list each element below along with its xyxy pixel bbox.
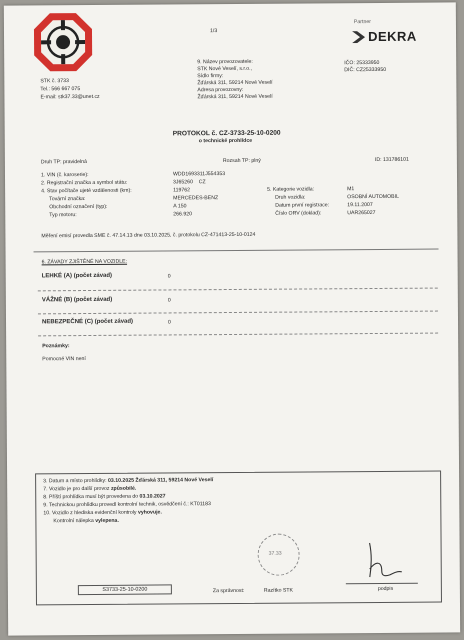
first-reg-value: 19.11.2007 [347,202,373,209]
provider-name: STK Nové Veselí, s.r.o., [197,65,253,73]
vin-label: 1. VIN (č. karoserie): [40,171,89,179]
next-inspection-line [43,493,165,500]
defects-serious-count: 0 [167,297,171,304]
stk-stamp [258,534,300,576]
reg-label: 2. Registrační značka a symbol státu: [41,179,128,187]
inspection-date-line [43,477,213,485]
registration-check-line [43,509,162,516]
defects-serious-label: VÁŽNÉ (B) (počet závad) [41,296,113,304]
inspection-protocol-page [4,2,460,635]
orv-value: UAR265027 [347,209,376,217]
dekra-logo: DEKRA [367,28,417,45]
defects-heading: 6. ZÁVADY ZJIŠTĚNÉ NA VOZIDLE: [41,258,128,266]
inspection-id: ID: 131786101 [374,156,409,163]
seat-label: Sídlo firmy: [197,73,224,80]
model-value: A 150 [173,203,187,210]
notes-text: Pomocné VIN není [42,356,86,363]
partner-label: Partner [353,19,371,26]
divider [38,311,438,315]
premises-label: Adresa provozovny: [197,86,244,94]
protocol-subtitle: o technické prohlídce [198,137,253,145]
divider [34,249,439,253]
premises-address: Žďárská 311, 59214 Nové Veselí [197,93,273,101]
defects-dangerous-label: NEBEZPEČNÉ (C) (počet závad) [41,318,134,326]
protocol-barcode: S3733-25-10-0200 [78,584,172,595]
defects-light-count: 0 [167,273,171,280]
stk-email: E-mail: stk37.33@unet.cz [40,93,100,101]
odometer-value: 119762 [173,187,191,194]
make-value: MERCEDES-BENZ [173,195,219,202]
registration-check-label: 10. Vozidlo z hlediska evidenční kontroly [43,509,138,517]
kind-label: Druh vozidla: [275,194,306,201]
engine-value: 266.920 [173,211,193,218]
stk-number: STK č. 3733 [40,78,69,85]
engine-label: Typ motoru: [49,212,77,219]
make-label: Tovární značka: [49,196,86,203]
ico-value: IČO: 25333950 [344,59,380,67]
next-inspection-label: 8. Příští prohlídka musí být provedena do [43,493,140,501]
protocol-title: PROTOKOL č. CZ-3733-25-10-0200 [172,129,281,138]
odometer-label: 4. Stav počítače ujeté vzdálenosti (km): [41,187,132,195]
notes-heading: Poznámky: [42,343,70,350]
signature-label: podpis [377,585,394,592]
technician-line: 9. Technickou prohlídku provedl kontrolní technik, osvědčení č.: KT01183 [43,501,211,509]
emissions-note: Měření emisí provedla SME č. 47.14.13 dne 03.10.2025, č. protokolu CZ-471413-25-10-0124 [41,231,256,240]
stk-phone: Tel.: 566 667 075 [40,86,81,93]
defects-dangerous-count: 0 [168,319,171,326]
inspection-type: Druh TP: pravidelná [40,159,87,166]
seat-address: Žďárská 311, 59214 Nové Veselí [197,79,273,87]
dekra-mark-icon [352,31,365,43]
kind-value: OSOBNÍ AUTOMOBIL [347,193,399,201]
roadworthy-value: způsobilé. [110,485,137,492]
stk-logo-icon [32,11,94,73]
roadworthy-label: 7. Vozidlo je pro další provoz [43,485,111,493]
divider [38,333,438,337]
stamp-label: Razítko STK [263,587,294,594]
category-label: 5. Kategorie vozidla: [267,186,315,193]
dic-value: DIČ: CZ25333950 [344,66,387,74]
sticker-value: vylepena. [95,517,119,524]
sticker-line [53,518,119,525]
registration-check-value: vyhovuje. [137,509,162,516]
page-number: 1/3 [209,28,218,35]
model-label: Obchodní označení (typ): [49,203,108,211]
inspection-scope: Rozsah TP: plný [222,157,261,165]
defects-light-label: LEHKÉ (A) (počet závad) [41,272,113,280]
inspection-date-value: 03.10.2025 Žďárská 311, 59214 Nové Veselí [107,477,214,484]
signature-icon [360,539,406,581]
roadworthy-line [43,486,136,493]
vin-value: WDD1693311J554353 [172,171,226,178]
stamp-number: 37.33 [268,550,282,557]
next-inspection-value: 03.10.2027 [139,493,166,500]
provider-label: 9. Název provozovatele: [197,58,253,66]
category-value: M1 [347,186,355,193]
first-reg-label: Datum první registrace: [275,202,330,209]
sticker-label: Kontrolní nálepka [53,517,96,525]
reg-value: 3J65260 CZ [173,179,206,186]
correct-label: Za správnost: [212,587,245,595]
divider [38,288,438,292]
inspection-date-label: 3. Datum a místo prohlídky: [43,477,109,485]
orv-label: Číslo ORV (doklad): [275,210,322,217]
